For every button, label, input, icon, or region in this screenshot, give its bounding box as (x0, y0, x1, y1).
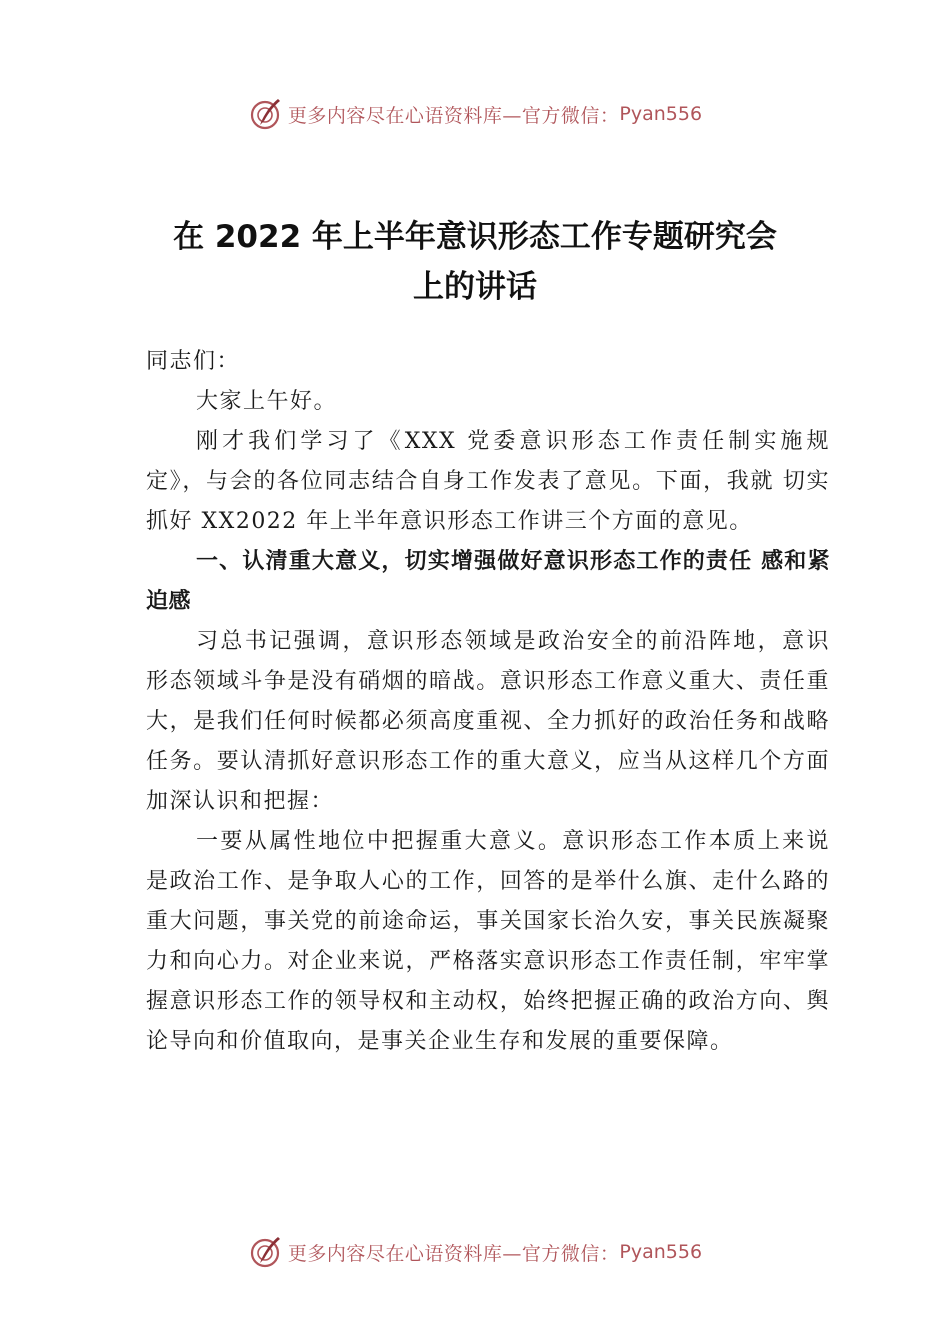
quill-logo-icon (248, 1234, 284, 1270)
banner-text: 更多内容尽在心语资料库—官方微信： (287, 104, 620, 127)
wechat-id: Pyan556 (619, 103, 703, 125)
title-line-1: 在 2022 年上半年意识形态工作专题研究会 (173, 219, 777, 255)
header-banner (0, 94, 950, 134)
wechat-id: Pyan556 (619, 1241, 703, 1263)
paragraph-1: 习总书记强调，意识形态领域是政治安全的前沿阵地，意识形态领域斗争是没有硝烟的暗战。意识形态工作意义重大、责任重大，是我们任何时候都必须高度重视、全力抓好的政治任务和战略任务。要认清抓好意识形态工作的重大意义，应当从这样几个方面加深认识和把握： (146, 629, 830, 814)
footer-banner (0, 1232, 950, 1272)
quill-logo-icon (248, 96, 284, 132)
paragraph-2: 一要从属性地位中把握重大意义。意识形态工作本质上来说是政治工作、是争取人心的工作，回答的是举什么旗、走什么路的重大问题，事关党的前途命运，事关国家长治久安，事关民族凝聚力和向心力。对企业来说，严格落实意识形态工作责任制，牢牢掌握意识形态工作的领导权和主动权，始终把握正确的政治方向、舆论导向和价值取向，是事关企业生存和发展的重要保障。 (146, 829, 830, 1054)
document-title (100, 212, 850, 312)
document-body (146, 342, 830, 1062)
section-1-heading: 一、认清重大意义，切实增强做好意识形态工作的责任 感和紧迫感 (146, 549, 830, 614)
intro-paragraph: 刚才我们学习了《XXX 党委意识形态工作责任制实施规定》，与会的各位同志结合自身工作发表了意见。下面，我就 切实抓好 XX2022 年上半年意识形态工作讲三个方面的意见。 (146, 429, 830, 534)
title-line-2: 上的讲话 (413, 269, 537, 305)
salutation: 同志们： (146, 349, 241, 374)
banner-text: 更多内容尽在心语资料库—官方微信： (287, 1242, 620, 1265)
greeting: 大家上午好。 (196, 389, 338, 414)
